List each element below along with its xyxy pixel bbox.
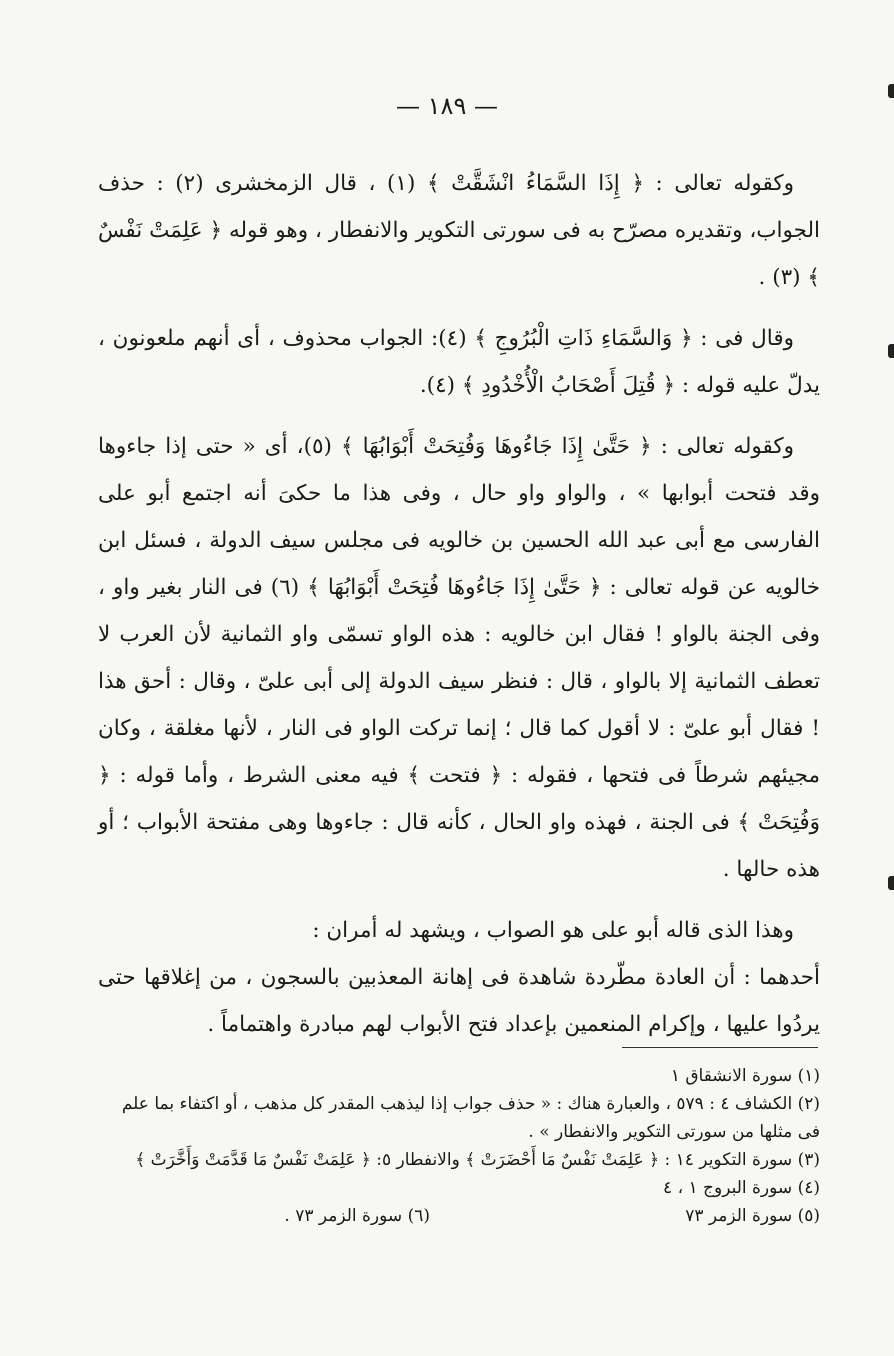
footnote: (٤) سورة البروج ١ ، ٤ bbox=[663, 1178, 820, 1198]
footnote: (٣) سورة التكوير ١٤ : ﴿ عَلِمَتْ نَفْسٌ مَا أَحْضَرَتْ ﴾ والانفطار ٥: ﴿ عَلِمَتْ نَفْسٌ مَا قَدَّمَتْ وَأَخَّرَتْ ﴾ bbox=[135, 1150, 820, 1170]
paragraph: وكقوله تعالى : ﴿ إِذَا السَّمَاءُ انْشَقَّتْ ﴾ (١) ، قال الزمخشرى (٢) : حذف الجواب، وتقديره مصرّح به فى سورتى التكوير والانفطار ، وهو قوله ﴿ عَلِمَتْ نَفْسٌ ﴾ (٣) . bbox=[98, 171, 820, 290]
paragraph: وكقوله تعالى : ﴿ حَتَّىٰ إِذَا جَاءُوهَا وَفُتِحَتْ أَبْوَابُهَا ﴾ (٥)، أى « حتى إذا جاءوها وقد فتحت أبوابها » ، والواو واو حال ، وفى هذا ما حكىَ أنه اجتمع أبو على الفارسى مع أبى عبد الله الحسين بن خالويه فى مجلس سيف الدولة ، فسئل ابن خالويه عن قوله تعالى : ﴿ حَتَّىٰ إِذَا جَاءُوهَا فُتِحَتْ أَبْوَابُهَا ﴾ (٦) فى النار بغير واو ، وفى الجنة بالواو ! فقال ابن خالويه : هذه الواو تسمّى واو الثمانية لأن العرب لا تعطف الثمانية إلا بالواو ، قال : فنظر سيف الدولة إلى أبى علىّ ، وقال : أحق هذا ! فقال أبو علىّ : لا أقول كما قال ؛ إنما تركت الواو فى النار ، لأنها مغلقة ، وكان مجيئهم شرطاً فى فتحها ، فقوله : ﴿ فتحت ﴾ فيه معنى الشرط ، وأما قوله : ﴿ وَفُتِحَتْ ﴾ فى الجنة ، فهذه واو الحال ، كأنه قال : جاءوها وهى مفتحة الأبواب ؛ أو هذه حالها . bbox=[98, 434, 820, 882]
footnote: (٦) سورة الزمر ٧٣ . bbox=[284, 1206, 430, 1226]
paragraph: وقال فى : ﴿ وَالسَّمَاءِ ذَاتِ الْبُرُوجِ ﴾ (٤): الجواب محذوف ، أى أنهم ملعونون ، يدلّ عليه قوله : ﴿ قُتِلَ أَصْحَابُ الْأُخْدُودِ ﴾ (٤). bbox=[98, 326, 820, 398]
footnote-row bbox=[100, 1174, 820, 1202]
footnotes bbox=[100, 1062, 820, 1230]
paragraph: وهذا الذى قاله أبو على هو الصواب ، ويشهد له أمران : bbox=[312, 918, 794, 943]
scan-edge-mark bbox=[888, 344, 894, 358]
scan-edge-mark bbox=[888, 84, 894, 98]
paragraph: أحدهما : أن العادة مطّردة شاهدة فى إهانة المعذبين بالسجون ، من إغلاقها حتى يردُوا عليها ، وإكرام المنعمين بإعداد فتح الأبواب لهم مبادرة واهتماماً . bbox=[98, 965, 820, 1037]
footnote-row bbox=[100, 1202, 820, 1230]
scan-edge-mark bbox=[888, 876, 894, 890]
main-text bbox=[98, 160, 820, 1048]
footnote: (١) سورة الانشقاق ١ bbox=[670, 1066, 820, 1086]
footnote-divider bbox=[622, 1047, 818, 1048]
footnote: (٢) الكشاف ٤ : ٥٧٩ ، والعبارة هناك : « حذف جواب إذا ليذهب المقدر كل مذهب ، أو اكتفاء بما علم فى مثلها من سورتى التكوير والانفطار » . bbox=[121, 1094, 820, 1142]
footnote: (٥) سورة الزمر ٧٣ bbox=[685, 1206, 820, 1226]
page-number: — ١٨٩ — bbox=[396, 92, 498, 120]
